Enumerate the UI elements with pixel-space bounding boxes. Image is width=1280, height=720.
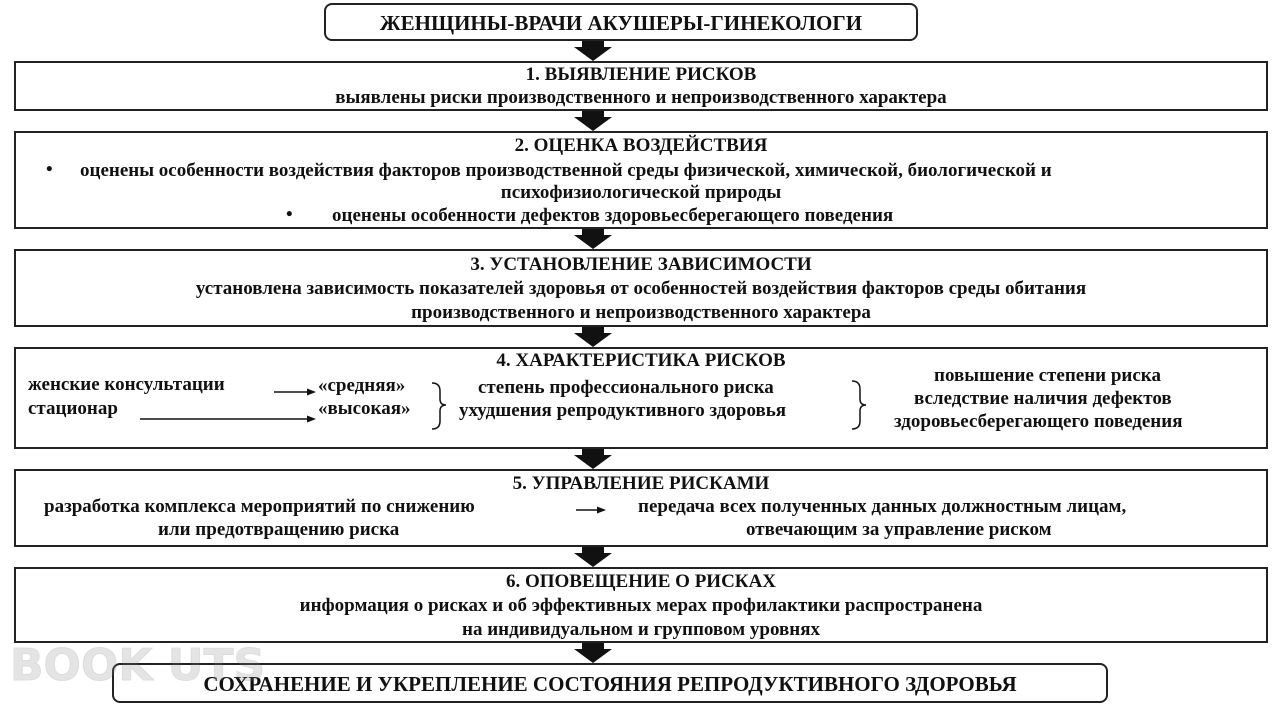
step6-line1: информация о рисках и об эффективных мерах профилактики распространена (299, 595, 983, 616)
step6-line2: на индивидуальном и групповом уровнях (462, 619, 820, 640)
step5-right2: отвечающим за управление риском (746, 519, 1052, 540)
step3-line1: установлена зависимость показателей здоровья от особенностей воздействия факторов среды обитания (195, 278, 1087, 299)
step2-bullet1-line1: оценены особенности воздействия факторов производственной среды физической, химической, биологической и (80, 160, 1052, 181)
flow-arrow-5 (574, 449, 612, 469)
bottom-title: СОХРАНЕНИЕ И УКРЕПЛЕНИЕ СОСТОЯНИЯ РЕПРОДУКТИВНОГО ЗДОРОВЬЯ (203, 672, 1017, 696)
flow-arrow-2 (574, 111, 612, 131)
step2-bullet1-line2: психофизиологической природы (500, 182, 782, 203)
step4-level2: «высокая» (318, 398, 411, 419)
step3-title: 3. УСТАНОВЛЕНИЕ ЗАВИСИМОСТИ (470, 254, 812, 275)
flow-arrow-3 (574, 229, 612, 249)
step2-bullet1-dot: • (46, 159, 53, 180)
step5-right1: передача всех полученных данных должностным лицам, (638, 496, 1127, 517)
step4-title: 4. ХАРАКТЕРИСТИКА РИСКОВ (496, 350, 786, 371)
step4-right1: повышение степени риска (934, 365, 1161, 386)
top-title: ЖЕНЩИНЫ-ВРАЧИ АКУШЕРЫ-ГИНЕКОЛОГИ (379, 11, 863, 35)
step2-bullet2: оценены особенности дефектов здоровьесберегающего поведения (332, 205, 894, 226)
step2-title: 2. ОЦЕНКА ВОЗДЕЙСТВИЯ (514, 135, 768, 156)
step3-line2: производственного и непроизводственного характера (411, 302, 871, 323)
flow-arrow-1 (574, 41, 612, 61)
step1-title: 1. ВЫЯВЛЕНИЕ РИСКОВ (525, 64, 757, 85)
flow-arrow-7 (574, 643, 612, 663)
step2-bullet2-dot: • (286, 204, 293, 225)
step5-left2: или предотвращению риска (158, 519, 400, 540)
step4-mid1: степень профессионального риска (478, 377, 774, 398)
step5-left1: разработка комплекса мероприятий по снижению (44, 496, 475, 517)
step1-text: выявлены риски производственного и непроизводственного характера (335, 87, 947, 108)
step6-title: 6. ОПОВЕЩЕНИЕ О РИСКАХ (505, 571, 777, 592)
flow-arrow-6 (574, 547, 612, 567)
step4-left-item1: женские консультации (28, 374, 225, 395)
step4-right3: здоровьесберегающего поведения (894, 411, 1183, 432)
watermark-text: BOOK UTS (10, 640, 266, 691)
watermark-logo (8, 628, 266, 714)
step4-right2: вследствие наличия дефектов (914, 388, 1172, 409)
step4-left-item2: стационар (28, 398, 118, 419)
step4-mid2: ухудшения репродуктивного здоровья (459, 400, 787, 421)
step5-title: 5. УПРАВЛЕНИЕ РИСКАМИ (512, 473, 770, 494)
flow-arrow-4 (574, 327, 612, 347)
step4-level1: «средняя» (318, 375, 406, 396)
